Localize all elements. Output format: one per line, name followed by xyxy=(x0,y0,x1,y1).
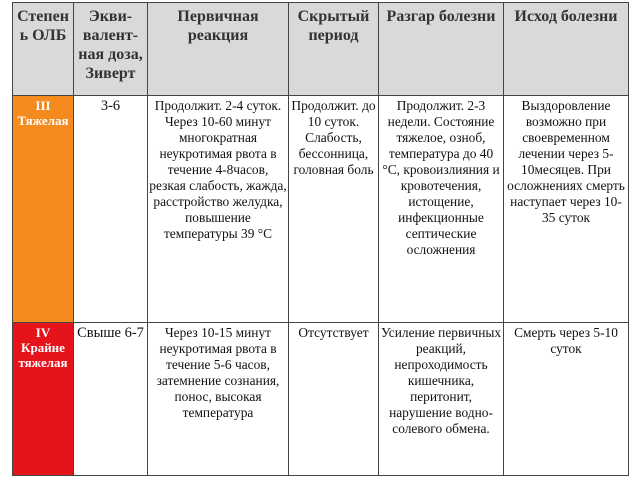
disease-peak-cell: Продолжит. 2-3 недели. Состояние тяжелое, озноб, температура до 40 °С, кровоизлияния и кровотечения, истощение, инфекционные септические осложнения xyxy=(379,96,504,323)
latent-period-cell: Продолжит. до 10 суток. Слабость, бессонница, головная боль xyxy=(289,96,379,323)
disease-outcome-cell: Выздоровление возможно при своевременном лечении через 5-10месяцев. При осложнениях смерть наступает через 10-35 суток xyxy=(504,96,629,323)
latent-period-cell: Отсутствует xyxy=(289,323,379,476)
primary-reaction-cell: Продолжит. 2-4 суток. Через 10-60 минут многократная неукротимая рвота в течение 4-8часов, резкая слабость, жажда, расстройство желудка, повышение температуры 39 °С xyxy=(148,96,289,323)
grade-cell-severe xyxy=(13,96,74,323)
header-dose: Экви-валент-ная доза, Зиверт xyxy=(74,3,148,96)
table-row xyxy=(13,323,629,476)
radiation-sickness-table xyxy=(12,2,629,476)
dose-cell: Свыше 6-7 xyxy=(74,323,148,476)
disease-peak-cell: Усиление первичных реакций, непроходимость кишечника, перитонит, нарушение водно-солевого обмена. xyxy=(379,323,504,476)
grade-cell-extreme xyxy=(13,323,74,476)
primary-reaction-cell: Через 10-15 минут неукротимая рвота в течение 5-6 часов, затемнение сознания, понос, высокая температура xyxy=(148,323,289,476)
header-disease-peak: Разгар болезни xyxy=(379,3,504,96)
header-primary-reaction: Первичная реакция xyxy=(148,3,289,96)
dose-cell: 3-6 xyxy=(74,96,148,323)
page-container xyxy=(12,2,629,476)
disease-outcome-cell: Смерть через 5-10 суток xyxy=(504,323,629,476)
grade-name: Тяжелая xyxy=(17,113,69,128)
grade-number: III xyxy=(35,98,51,113)
header-disease-outcome: Исход болезни xyxy=(504,3,629,96)
header-latent-period: Скрытый период xyxy=(289,3,379,96)
grade-number: IV xyxy=(35,325,51,340)
table-row xyxy=(13,96,629,323)
header-grade: Степень ОЛБ xyxy=(13,3,74,96)
grade-name: Крайне тяжелая xyxy=(18,340,68,370)
table-header-row xyxy=(13,3,629,96)
